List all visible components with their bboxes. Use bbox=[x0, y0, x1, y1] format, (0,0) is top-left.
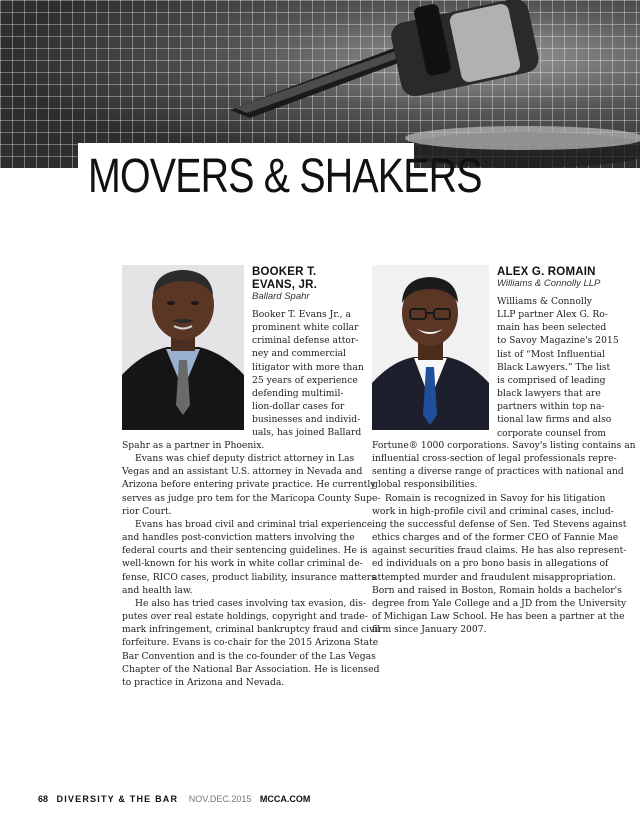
text-line: prominent white collar bbox=[252, 322, 359, 334]
profile-body-evans bbox=[122, 439, 381, 689]
text-line: Born and raised in Boston, Romain holds a bachelor's bbox=[372, 584, 622, 596]
text-line: lion-dollar cases for bbox=[252, 401, 345, 413]
profile-firm-evans: Ballard Spahr bbox=[252, 291, 310, 302]
text-line: corporate counsel from bbox=[497, 427, 606, 439]
text-line: forfeiture. Evans is co-chair for the 2015 Arizona State bbox=[122, 637, 379, 649]
text-line: serves as judge pro tem for the Maricopa County Supe- bbox=[122, 492, 381, 504]
text-line: list of “Most Influential bbox=[497, 348, 606, 360]
text-line: global responsibilities. bbox=[372, 479, 478, 491]
text-line: Booker T. Evans Jr., a bbox=[252, 309, 351, 320]
text-line: partners within top na- bbox=[497, 401, 605, 413]
text-line: litigator with more than bbox=[252, 361, 364, 373]
text-line: and health law. bbox=[122, 584, 193, 596]
text-line: and handles post-conviction matters involving the bbox=[122, 532, 355, 544]
text-line: senting a diverse range of practices with national and bbox=[372, 466, 624, 478]
text-line: black lawyers that are bbox=[497, 388, 601, 400]
text-line: rior Court. bbox=[122, 505, 172, 517]
profile-name-evans-line2: EVANS, JR. bbox=[252, 279, 318, 291]
text-line: Williams & Connolly bbox=[497, 296, 592, 307]
profile-intro-romain bbox=[497, 295, 619, 440]
text-line: Bar Convention and is the co-founder of the Las Vegas bbox=[122, 650, 376, 662]
text-line: attempted murder and fraudulent misappropriation. bbox=[372, 571, 616, 583]
website: MCCA.COM bbox=[259, 794, 311, 804]
text-line: against securities fraud claims. He has also represent- bbox=[372, 545, 627, 557]
profile-name-evans-line1: BOOKER T. bbox=[252, 266, 317, 278]
text-line: LLP partner Alex G. Ro- bbox=[497, 309, 608, 321]
text-line: degree from Yale College and a JD from the University bbox=[372, 597, 627, 609]
text-line: tional law firms and also bbox=[497, 414, 612, 426]
page-footer bbox=[38, 794, 310, 804]
text-line: to Savoy Magazine's 2015 bbox=[497, 335, 619, 347]
text-line: mark infringement, criminal bankruptcy fraud and civil bbox=[122, 624, 381, 636]
text-line: 25 years of experience bbox=[252, 374, 358, 386]
text-line: ing the successful defense of Sen. Ted Stevens against bbox=[372, 518, 627, 530]
text-line: Black Lawyers.” The list bbox=[497, 361, 611, 373]
text-line: work in high-profile civil and criminal cases, includ- bbox=[372, 505, 614, 517]
text-line: Arizona before entering private practice. He currently bbox=[122, 479, 376, 491]
portrait-photo-romain bbox=[372, 265, 489, 430]
text-line: Fortune® 1000 corporations. Savoy's listing contains an bbox=[372, 440, 636, 451]
text-line: influential cross-section of legal professionals repre- bbox=[372, 453, 617, 465]
magazine-name: DIVERSITY & THE BAR bbox=[56, 794, 179, 804]
profile-name-romain: ALEX G. ROMAIN bbox=[497, 266, 596, 278]
text-line: fense, RICO cases, product liability, insurance matters bbox=[122, 571, 376, 583]
text-line: ney and commercial bbox=[252, 348, 347, 360]
text-line: ed individuals on a pro bono basis in allegations of bbox=[372, 558, 609, 570]
text-line: putes over real estate holdings, copyright and trade- bbox=[122, 611, 368, 623]
text-line: well-known for his work in white collar criminal de- bbox=[122, 558, 363, 570]
profile-intro-evans bbox=[252, 308, 364, 440]
text-line: Vegas and an assistant U.S. attorney in Nevada and bbox=[122, 466, 363, 478]
text-line: He also has tried cases involving tax evasion, dis- bbox=[135, 597, 366, 609]
text-line: defending multimil- bbox=[252, 387, 344, 399]
text-line: firm since January 2007. bbox=[372, 624, 487, 636]
text-line: is comprised of leading bbox=[497, 374, 606, 386]
portrait-photo-evans bbox=[122, 265, 244, 430]
profile-body-romain bbox=[372, 439, 636, 636]
text-line: to practice in Arizona and Nevada. bbox=[122, 676, 285, 688]
page-title: MOVERS & SHAKERS bbox=[88, 150, 482, 203]
text-line: of Michigan Law School. He has been a partner at the bbox=[372, 611, 625, 623]
text-line: uals, has joined Ballard bbox=[252, 427, 362, 439]
text-line: ethics charges and of the former CEO of Fannie Mae bbox=[372, 532, 619, 544]
issue-date: NOV.DEC.2015 bbox=[188, 794, 252, 804]
text-line: Romain is recognized in Savoy for his litigation bbox=[385, 492, 606, 504]
text-line: Chapter of the National Bar Association. He is licensed bbox=[122, 663, 380, 675]
text-line: Spahr as a partner in Phoenix. bbox=[122, 440, 265, 451]
text-line: main has been selected bbox=[497, 322, 607, 334]
text-line: criminal defense attor- bbox=[252, 335, 359, 347]
profile-firm-romain: Williams & Connolly LLP bbox=[497, 278, 601, 289]
text-line: Evans was chief deputy district attorney in Las bbox=[135, 453, 355, 465]
text-line: Evans has broad civil and criminal trial experience bbox=[135, 518, 373, 530]
text-line: businesses and individ- bbox=[252, 414, 361, 426]
text-line: federal courts and their sentencing guidelines. He is bbox=[122, 545, 368, 557]
page-number: 68 bbox=[38, 794, 49, 804]
